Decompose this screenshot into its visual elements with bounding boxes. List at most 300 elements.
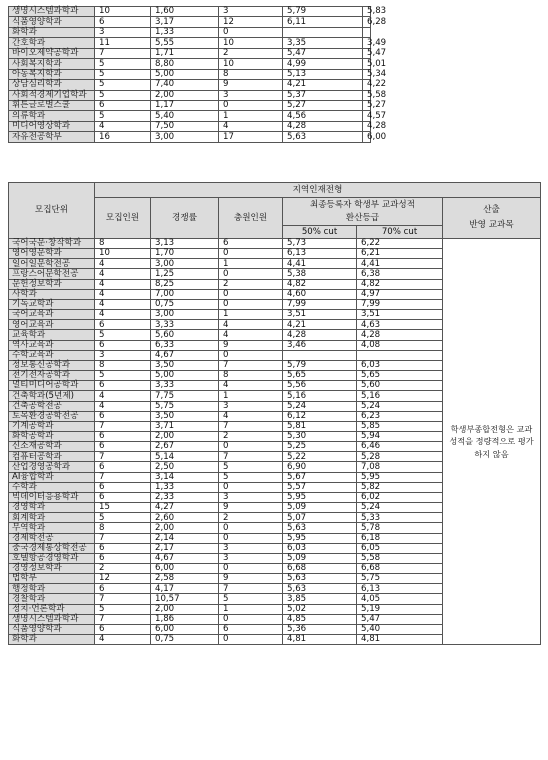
cell-cut50: 6,11 <box>283 17 363 27</box>
main-table-body <box>9 239 541 645</box>
cell-cut70: 6,18 <box>357 533 443 543</box>
cell-cut70: 5,60 <box>357 381 443 391</box>
header-unit: 모집단위 <box>9 183 95 239</box>
cell-unit: 영어영문학과 <box>9 249 95 259</box>
cell-additional: 7 <box>219 584 283 594</box>
cell-unit: 일어일문학전공 <box>9 259 95 269</box>
cell-unit: 경영학과 <box>9 503 95 513</box>
cell-recruit: 6 <box>95 17 151 27</box>
cell-competition: 6,00 <box>151 624 219 634</box>
cell-recruit: 3 <box>95 27 151 37</box>
cell-additional: 2 <box>219 431 283 441</box>
cell-cut50: 6,68 <box>283 564 357 574</box>
cell-competition: 2,00 <box>151 431 219 441</box>
cell-cut50: 5,27 <box>283 100 363 110</box>
cell-cut70: 4,08 <box>357 340 443 350</box>
cell-unit: 무역학과 <box>9 523 95 533</box>
cell-cut50: 3,46 <box>283 340 357 350</box>
cell-competition: 3,17 <box>151 17 219 27</box>
cell-cut50: 5,07 <box>283 513 357 523</box>
cell-recruit: 6 <box>95 442 151 452</box>
cell-unit: 휘튼글로벌스쿨 <box>9 100 95 110</box>
header-cut50: 50% cut <box>283 226 357 239</box>
cell-competition: 0,75 <box>151 299 219 309</box>
cell-cut70: 6,03 <box>357 360 443 370</box>
header-reflect-line1: 산출 <box>483 204 500 215</box>
cell-competition: 6,00 <box>151 564 219 574</box>
cell-unit: 건축학과(5년제) <box>9 391 95 401</box>
cell-competition: 3,00 <box>151 259 219 269</box>
cell-unit: 생명시스템과학과 <box>9 7 95 17</box>
cell-recruit: 12 <box>95 574 151 584</box>
cell-recruit: 7 <box>95 614 151 624</box>
cell-competition: 1,33 <box>151 482 219 492</box>
cell-additional: 0 <box>219 27 283 37</box>
cell-additional: 0 <box>219 482 283 492</box>
cell-cut50: 5,38 <box>283 269 357 279</box>
cell-unit: 상담심리학과 <box>9 80 95 90</box>
cell-competition: 5,00 <box>151 371 219 381</box>
cell-unit: 호텔항공경영학과 <box>9 553 95 563</box>
regional-talent-table <box>8 182 541 645</box>
top-table-body <box>9 6 387 143</box>
cell-cut70: 5,75 <box>357 574 443 584</box>
header-recruit: 모집인원 <box>95 198 151 239</box>
cell-additional: 1 <box>219 391 283 401</box>
cell-cut50: 4,82 <box>283 279 357 289</box>
cell-unit: 컴퓨터공학과 <box>9 452 95 462</box>
cell-additional: 9 <box>219 574 283 584</box>
cell-additional: 5 <box>219 594 283 604</box>
cell-cut50: 5,02 <box>283 604 357 614</box>
cell-additional: 3 <box>219 401 283 411</box>
cell-unit: 법학부 <box>9 574 95 584</box>
cell-competition: 3,50 <box>151 360 219 370</box>
cell-additional: 1 <box>219 111 283 121</box>
cell-unit: 경영정보학과 <box>9 564 95 574</box>
cell-cut50: 5,09 <box>283 553 357 563</box>
cell-additional: 0 <box>219 249 283 259</box>
cell-cut50: 5,63 <box>283 584 357 594</box>
cell-recruit: 6 <box>95 320 151 330</box>
cell-cut70: 5,27 <box>363 100 371 110</box>
cell-additional: 2 <box>219 513 283 523</box>
table-row <box>9 90 371 100</box>
cell-additional: 9 <box>219 340 283 350</box>
cell-recruit: 6 <box>95 543 151 553</box>
cell-cut50: 5,79 <box>283 7 363 17</box>
cell-unit: 식품영양학과 <box>9 624 95 634</box>
cell-cut70: 6,13 <box>357 584 443 594</box>
cell-recruit: 4 <box>95 259 151 269</box>
cell-competition: 2,00 <box>151 604 219 614</box>
cell-cut50: 5,79 <box>283 360 357 370</box>
cell-unit: 토목환경공학전공 <box>9 411 95 421</box>
cell-cut50: 4,81 <box>283 635 357 645</box>
cell-unit: 미디어영상학과 <box>9 121 95 131</box>
cell-additional: 5 <box>219 462 283 472</box>
cell-cut70: 4,97 <box>357 289 443 299</box>
cell-competition: 1,60 <box>151 7 219 17</box>
table-header <box>9 183 541 239</box>
cell-competition: 2,00 <box>151 523 219 533</box>
cell-cut70 <box>357 350 443 360</box>
cell-competition: 8,25 <box>151 279 219 289</box>
cell-unit: 교육학과 <box>9 330 95 340</box>
cell-cut70: 5,78 <box>357 523 443 533</box>
cell-additional: 3 <box>219 553 283 563</box>
cell-recruit: 6 <box>95 624 151 634</box>
cell-recruit: 6 <box>95 492 151 502</box>
cell-unit: 바이오제약공학과 <box>9 48 95 58</box>
cell-cut50: 4,56 <box>283 111 363 121</box>
cell-recruit: 6 <box>95 100 151 110</box>
cell-cut50: 5,13 <box>283 69 363 79</box>
cell-unit: 식품영양학과 <box>9 17 95 27</box>
cell-additional: 10 <box>219 59 283 69</box>
cell-recruit: 8 <box>95 360 151 370</box>
cell-recruit: 5 <box>95 69 151 79</box>
cell-unit: 아동복지학과 <box>9 69 95 79</box>
cell-cut50: 6,03 <box>283 543 357 553</box>
cell-additional: 10 <box>219 38 283 48</box>
cell-competition: 3,33 <box>151 381 219 391</box>
cell-recruit: 2 <box>95 564 151 574</box>
cell-recruit: 4 <box>95 391 151 401</box>
cell-cut70: 5,16 <box>357 391 443 401</box>
cell-cut50: 5,57 <box>283 482 357 492</box>
cell-unit: 생명시스템과학과 <box>9 614 95 624</box>
cell-recruit: 6 <box>95 340 151 350</box>
cell-competition: 5,14 <box>151 452 219 462</box>
cell-cut50: 5,47 <box>283 48 363 58</box>
table-row <box>9 121 371 131</box>
table-row <box>9 38 371 48</box>
cell-cut50: 7,99 <box>283 299 357 309</box>
cell-cut70: 6,23 <box>357 411 443 421</box>
cell-cut50: 4,85 <box>283 614 357 624</box>
cell-additional: 5 <box>219 472 283 482</box>
cell-unit: 행정학과 <box>9 584 95 594</box>
cell-additional: 1 <box>219 604 283 614</box>
cell-cut50: 5,65 <box>283 371 357 381</box>
cell-competition: 3,14 <box>151 472 219 482</box>
cell-competition: 4,27 <box>151 503 219 513</box>
cell-competition: 3,71 <box>151 421 219 431</box>
cell-cut70: 5,47 <box>363 48 371 58</box>
cell-competition: 2,58 <box>151 574 219 584</box>
cell-recruit: 16 <box>95 132 151 142</box>
cell-cut70: 5,34 <box>363 69 371 79</box>
cell-additional: 9 <box>219 503 283 513</box>
cell-recruit: 4 <box>95 635 151 645</box>
cell-additional: 3 <box>219 7 283 17</box>
cell-unit: 회계학과 <box>9 513 95 523</box>
table-row <box>9 100 371 110</box>
cell-recruit: 5 <box>95 330 151 340</box>
cell-competition: 10,57 <box>151 594 219 604</box>
cell-unit: 국어국문·창작학과 <box>9 239 95 249</box>
header-group: 지역인재전형 <box>95 183 541 198</box>
cell-competition: 3,00 <box>151 310 219 320</box>
cell-recruit: 6 <box>95 431 151 441</box>
cell-additional: 0 <box>219 533 283 543</box>
cell-competition: 2,67 <box>151 442 219 452</box>
cell-additional: 4 <box>219 320 283 330</box>
cell-cut70: 5,24 <box>357 401 443 411</box>
cell-competition: 5,75 <box>151 401 219 411</box>
cell-additional: 3 <box>219 543 283 553</box>
cell-additional: 4 <box>219 121 283 131</box>
cell-cut50: 5,09 <box>283 503 357 513</box>
cell-unit: 사학과 <box>9 289 95 299</box>
cell-unit: 경찰학과 <box>9 594 95 604</box>
cell-cut70: 4,05 <box>357 594 443 604</box>
table-row <box>9 69 371 79</box>
cell-additional: 8 <box>219 69 283 79</box>
cell-recruit: 7 <box>95 533 151 543</box>
cell-additional: 0 <box>219 350 283 360</box>
cell-competition: 0,75 <box>151 635 219 645</box>
cell-recruit: 7 <box>95 48 151 58</box>
cell-cut70: 7,08 <box>357 462 443 472</box>
cell-recruit: 5 <box>95 90 151 100</box>
table-row <box>9 132 371 142</box>
cell-cut70: 5,28 <box>357 452 443 462</box>
cell-competition: 1,25 <box>151 269 219 279</box>
cell-additional: 4 <box>219 411 283 421</box>
cell-unit: 영어교육과 <box>9 320 95 330</box>
cell-cut70: 4,28 <box>357 330 443 340</box>
cell-recruit: 15 <box>95 503 151 513</box>
cell-cut50: 4,60 <box>283 289 357 299</box>
cell-unit: 기계공학과 <box>9 421 95 431</box>
cell-unit: 전기전자공학과 <box>9 371 95 381</box>
cell-cut70: 6,46 <box>357 442 443 452</box>
cell-competition: 7,40 <box>151 80 219 90</box>
cell-unit: 간호학과 <box>9 38 95 48</box>
cell-cut70: 6,21 <box>357 249 443 259</box>
cell-cut70: 5,82 <box>357 482 443 492</box>
cell-recruit: 4 <box>95 279 151 289</box>
cell-unit: 화학과 <box>9 27 95 37</box>
cell-unit: 의류학과 <box>9 111 95 121</box>
cell-competition: 4,67 <box>151 553 219 563</box>
cell-recruit: 10 <box>95 249 151 259</box>
cell-unit: 역사교육과 <box>9 340 95 350</box>
cell-additional: 7 <box>219 452 283 462</box>
cell-unit: 경제학전공 <box>9 533 95 543</box>
cell-recruit: 8 <box>95 239 151 249</box>
cell-competition: 4,17 <box>151 584 219 594</box>
cell-cut70: 5,94 <box>357 431 443 441</box>
cell-cut70: 5,95 <box>357 472 443 482</box>
cell-recruit: 7 <box>95 421 151 431</box>
cell-competition: 1,70 <box>151 249 219 259</box>
cell-unit: 문헌정보학과 <box>9 279 95 289</box>
cell-cut70: 5,24 <box>357 503 443 513</box>
cell-recruit: 5 <box>95 604 151 614</box>
cell-additional: 0 <box>219 614 283 624</box>
cell-cut50: 5,22 <box>283 452 357 462</box>
cell-competition: 5,60 <box>151 330 219 340</box>
cell-recruit: 5 <box>95 111 151 121</box>
cell-additional: 6 <box>219 624 283 634</box>
cell-competition: 2,17 <box>151 543 219 553</box>
cell-competition: 7,50 <box>151 121 219 131</box>
cell-recruit: 4 <box>95 299 151 309</box>
cell-recruit: 4 <box>95 401 151 411</box>
cell-additional: 0 <box>219 299 283 309</box>
cell-recruit: 11 <box>95 38 151 48</box>
cell-additional: 3 <box>219 492 283 502</box>
cell-additional: 17 <box>219 132 283 142</box>
cell-competition: 8,80 <box>151 59 219 69</box>
cell-additional: 0 <box>219 442 283 452</box>
cell-recruit: 6 <box>95 584 151 594</box>
cell-recruit: 6 <box>95 482 151 492</box>
cell-competition: 2,60 <box>151 513 219 523</box>
cell-additional: 3 <box>219 90 283 100</box>
cell-competition: 5,00 <box>151 69 219 79</box>
cell-cut50: 4,21 <box>283 320 357 330</box>
cell-additional: 4 <box>219 330 283 340</box>
cell-additional: 6 <box>219 239 283 249</box>
table-row <box>9 48 371 58</box>
cell-cut50: 6,12 <box>283 411 357 421</box>
cell-additional: 2 <box>219 279 283 289</box>
cell-cut50: 3,35 <box>283 38 363 48</box>
table-row <box>9 7 371 17</box>
cell-cut70: 4,22 <box>363 80 371 90</box>
cell-competition: 2,00 <box>151 90 219 100</box>
cell-recruit: 7 <box>95 594 151 604</box>
cell-recruit: 10 <box>95 7 151 17</box>
cell-unit: 중국경제통상학전공 <box>9 543 95 553</box>
header-cut70: 70% cut <box>357 226 443 239</box>
cell-cut50: 5,63 <box>283 132 363 142</box>
table-row <box>9 111 371 121</box>
cell-competition: 2,14 <box>151 533 219 543</box>
header-converted-grade: 환산등급 <box>283 212 443 226</box>
table-row <box>9 239 541 249</box>
reflect-note: 학생부종합전형은 교과성적을 정량적으로 평가하지 않음 <box>443 239 541 645</box>
top-results-table <box>8 6 387 143</box>
cell-unit: 사회복지학과 <box>9 59 95 69</box>
cell-cut50 <box>283 27 363 37</box>
cell-recruit: 8 <box>95 523 151 533</box>
cell-unit: 정치·언론학과 <box>9 604 95 614</box>
cell-competition: 1,33 <box>151 27 219 37</box>
cell-unit: AI융합학과 <box>9 472 95 482</box>
cell-additional: 7 <box>219 421 283 431</box>
cell-competition: 1,71 <box>151 48 219 58</box>
cell-cut70: 4,81 <box>357 635 443 645</box>
cell-cut70: 5,47 <box>357 614 443 624</box>
cell-additional: 4 <box>219 381 283 391</box>
cell-cut70: 3,49 <box>363 38 371 48</box>
cell-cut70: 4,57 <box>363 111 371 121</box>
cell-additional: 1 <box>219 259 283 269</box>
cell-additional: 7 <box>219 360 283 370</box>
cell-cut70: 5,33 <box>357 513 443 523</box>
header-final-grade: 최종등록자 학생부 교과성적 <box>283 198 443 213</box>
table-row <box>9 80 371 90</box>
cell-additional: 8 <box>219 371 283 381</box>
cell-unit: 수학과 <box>9 482 95 492</box>
table-row <box>9 27 371 37</box>
cell-additional: 0 <box>219 289 283 299</box>
cell-unit: 멀티미디어공학과 <box>9 381 95 391</box>
cell-competition: 2,50 <box>151 462 219 472</box>
cell-additional: 9 <box>219 80 283 90</box>
table-row <box>9 59 371 69</box>
cell-unit: 기독교학과 <box>9 299 95 309</box>
cell-unit: 화학과 <box>9 635 95 645</box>
cell-recruit: 6 <box>95 411 151 421</box>
cell-additional: 0 <box>219 523 283 533</box>
cell-unit: 빅데이터응용학과 <box>9 492 95 502</box>
cell-unit: 프랑스어문학전공 <box>9 269 95 279</box>
cell-cut50: 5,63 <box>283 574 357 584</box>
cell-cut50: 5,95 <box>283 492 357 502</box>
cell-cut70: 4,28 <box>363 121 371 131</box>
cell-cut50: 5,56 <box>283 381 357 391</box>
cell-competition: 1,86 <box>151 614 219 624</box>
cell-recruit: 5 <box>95 371 151 381</box>
cell-unit: 국어교육과 <box>9 310 95 320</box>
cell-cut70: 5,58 <box>357 553 443 563</box>
cell-cut50: 4,28 <box>283 330 357 340</box>
cell-unit: 산업경영공학과 <box>9 462 95 472</box>
cell-recruit: 5 <box>95 513 151 523</box>
cell-unit: 화학공학과 <box>9 431 95 441</box>
cell-cut70: 5,83 <box>363 7 371 17</box>
cell-cut50: 5,73 <box>283 239 357 249</box>
cell-cut50: 4,99 <box>283 59 363 69</box>
cell-cut50: 6,90 <box>283 462 357 472</box>
cell-cut50: 5,25 <box>283 442 357 452</box>
cell-cut50: 6,13 <box>283 249 357 259</box>
cell-recruit: 6 <box>95 462 151 472</box>
cell-cut50: 4,41 <box>283 259 357 269</box>
cell-recruit: 5 <box>95 80 151 90</box>
cell-competition: 2,33 <box>151 492 219 502</box>
cell-cut50: 3,51 <box>283 310 357 320</box>
cell-additional: 0 <box>219 269 283 279</box>
cell-recruit: 7 <box>95 472 151 482</box>
cell-cut70 <box>363 27 371 37</box>
cell-recruit: 5 <box>95 59 151 69</box>
cell-unit: 신소재공학과 <box>9 442 95 452</box>
cell-competition: 5,40 <box>151 111 219 121</box>
cell-recruit: 4 <box>95 269 151 279</box>
cell-cut50: 5,30 <box>283 431 357 441</box>
cell-cut70: 7,99 <box>357 299 443 309</box>
cell-competition: 3,50 <box>151 411 219 421</box>
cell-cut50 <box>283 350 357 360</box>
cell-recruit: 3 <box>95 350 151 360</box>
cell-additional: 0 <box>219 100 283 110</box>
cell-cut70: 4,82 <box>357 279 443 289</box>
cell-competition: 7,00 <box>151 289 219 299</box>
cell-cut50: 5,63 <box>283 523 357 533</box>
cell-recruit: 6 <box>95 381 151 391</box>
cell-cut50: 4,28 <box>283 121 363 131</box>
cell-recruit: 6 <box>95 553 151 563</box>
cell-additional: 2 <box>219 48 283 58</box>
cell-cut50: 5,24 <box>283 401 357 411</box>
